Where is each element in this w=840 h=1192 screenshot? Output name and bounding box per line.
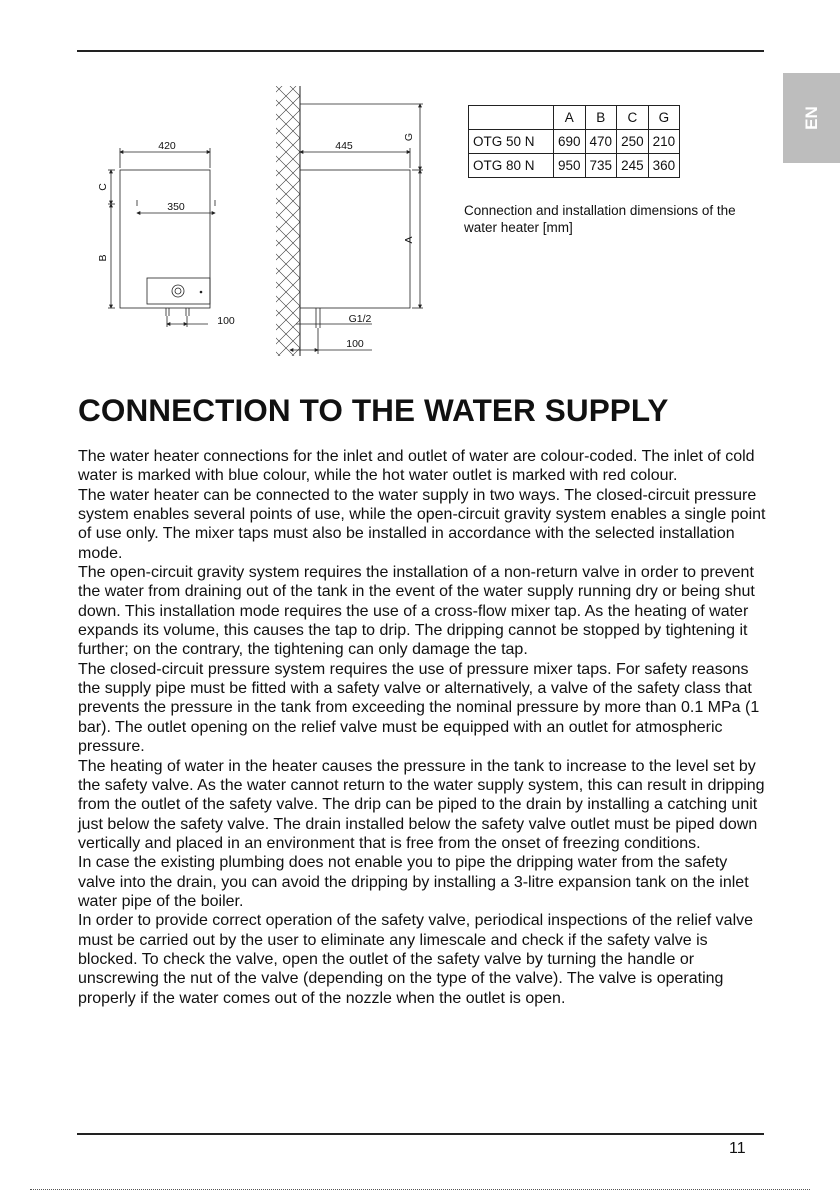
front-view [108,148,215,327]
paragraph: The heating of water in the heater causes the pressure in the tank to increase to the level set by the safety valve. As the water cannot return to the water supply system, this can result in dripping from the outlet of the safety valve. The drip can be piped to the drain by installing a catching unit just below the safety valve. The drain installed below the safety valve outlet must be piped down vertically and placed in an environment that is free from the onset of freezing conditions. [78,757,765,852]
table-cell: OTG 50 N [469,130,554,154]
table-header-cell: A [554,106,586,130]
table-header-cell [469,106,554,130]
indicator-light-icon [200,291,202,293]
paragraph: The open-circuit gravity system requires the installation of a non-return valve in order to prevent the water from draining out of the tank in the event of the water supply running dry or being shut down. This installation mode requires the use of a cross-flow mixer tap. As the heating of water expands its volume, this causes the tap to drip. The dripping cannot be stopped by tightening it further; on the contrary, the tightening can only damage the tap. [78,564,755,659]
language-tab [783,73,840,163]
paragraph: The closed-circuit pressure system requires the use of pressure mixer taps. For safety reasons the supply pipe must be fitted with a safety valve or alternatively, a valve of the safety class that prevents the pressure in the tank from exceeding the nominal pressure by more than 0.1 MPa (1 bar). The outlet opening on the relief valve must be equipped with an outlet for atmospheric pressure. [78,660,760,756]
table-row [469,130,680,154]
bottom-spacing-label: 100 [217,315,235,327]
heater-side-outline [300,170,410,308]
a-label: A [403,236,415,244]
b-label: B [97,254,109,262]
body-text [78,447,768,1008]
table-cell: 245 [617,154,649,178]
paragraph: The water heater can be connected to the water supply in two ways. The closed-circuit pressure system enables several points of use, while the open-circuit gravity system enables a single point of use only. The mixer taps must also be installed in accordance with the selected installation mode. [78,486,766,562]
section-heading: CONNECTION TO THE WATER SUPPLY [78,392,669,428]
table-cell: 250 [617,130,649,154]
depth-label: 445 [335,140,353,152]
thermostat-knob-icon [172,285,184,297]
page-edge [30,1189,810,1190]
header-rule [77,50,764,52]
table-cell: 690 [554,130,586,154]
inner-width-label: 350 [167,201,185,213]
paragraph: In case the existing plumbing does not enable you to pipe the dripping water from the safety valve into the drain, you can avoid the dripping by installing a 3-litre expansion tank on the inlet water pipe of the boiler. [78,854,749,910]
paragraph: In order to provide correct operation of the safety valve, periodical inspections of the relief valve must be carried out by the user to eliminate any limescale and check if the safety valve is blocked. To check the valve, open the outlet of the safety valve by turning the handle or unscrewing the nut of the valve (depending on the type of the valve). The valve is operating properly if the water comes out of the nozzle when the outlet is open. [78,912,754,1007]
table-cell: 470 [585,130,617,154]
dimensions-caption: Connection and installation dimensions of the water heater [mm] [464,203,736,235]
g-label: G [403,132,415,142]
dimensions-table [468,105,680,178]
table-cell: 360 [648,154,680,178]
table-header-cell: C [617,106,649,130]
width-label: 420 [158,140,176,152]
installation-dimensions-drawing [90,82,440,362]
table-row [469,154,680,178]
wall-hatching [276,86,300,356]
page-number: 11 [729,1140,746,1157]
table-cell: 735 [585,154,617,178]
table-header-cell: B [585,106,617,130]
thread-label: G1/2 [348,313,372,325]
heater-front-outline [120,170,210,308]
c-label: C [97,183,109,191]
footer-rule [77,1133,764,1135]
paragraph: The water heater connections for the inlet and outlet of water are colour-coded. The inlet of cold water is marked with blue colour, while the hot water outlet is marked with red colour. [78,448,755,485]
language-tab-label: EN [801,106,821,130]
table-cell: 950 [554,154,586,178]
wall-distance-label: 100 [346,338,364,350]
table-header-cell: G [648,106,680,130]
table-cell: OTG 80 N [469,154,554,178]
table-cell: 210 [648,130,680,154]
table-header-row [469,106,680,130]
